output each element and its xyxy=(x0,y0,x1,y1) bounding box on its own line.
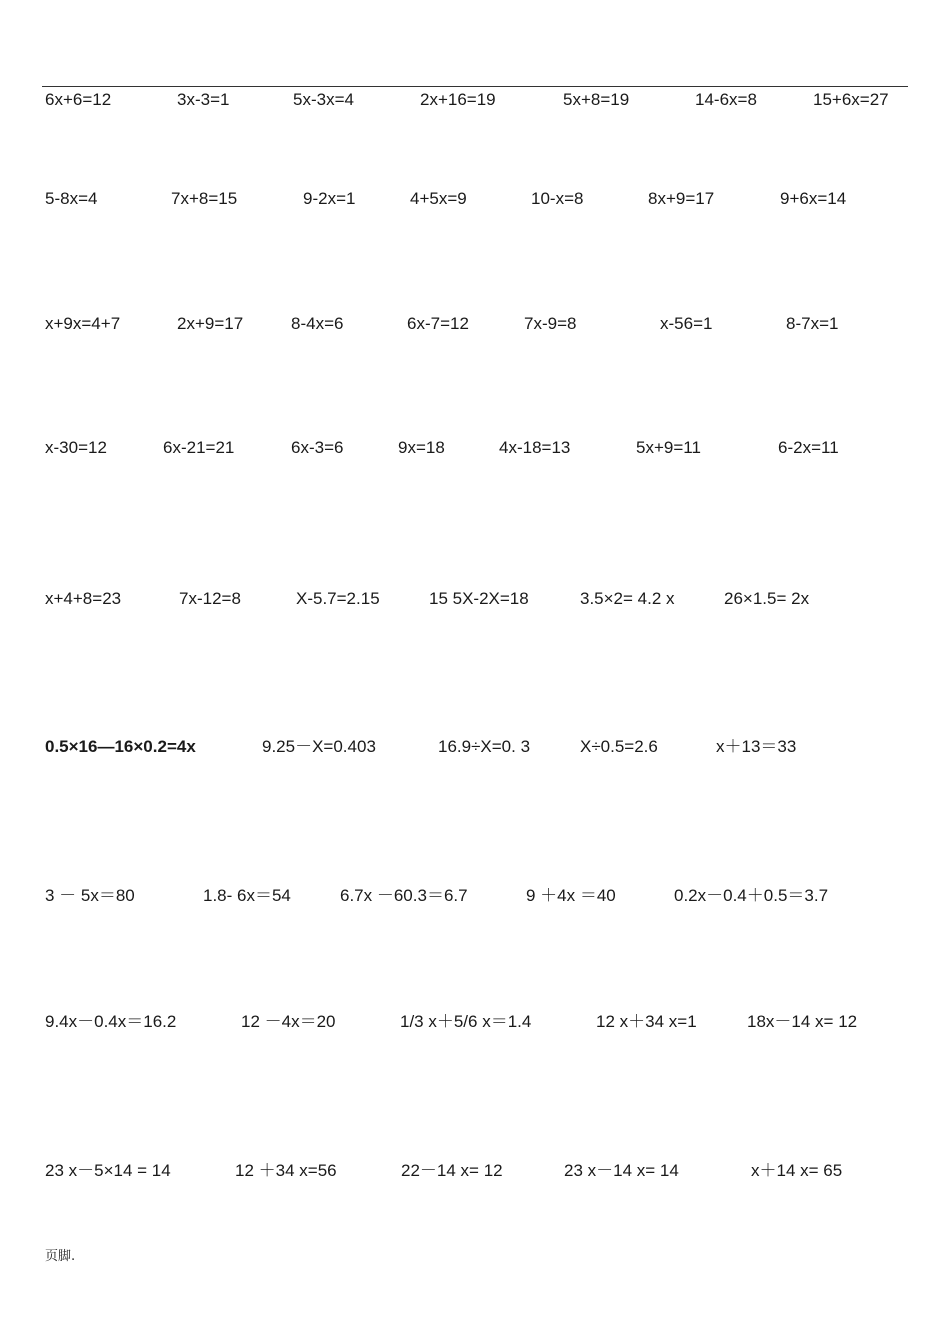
equation: 6.7x －60.3＝6.7 xyxy=(340,886,468,905)
equation: 4x-18=13 xyxy=(499,438,571,457)
equation: 4+5x=9 xyxy=(410,189,467,208)
equation: 16.9÷X=0. 3 xyxy=(438,737,531,756)
equation: 8-7x=1 xyxy=(786,314,839,333)
equation-row-8 xyxy=(0,1011,950,1035)
equation: 6x-7=12 xyxy=(407,314,469,333)
equation: 8-4x=6 xyxy=(291,314,344,333)
equation: X÷0.5=2.6 xyxy=(580,737,658,756)
equation: 18x－14 x= 12 xyxy=(747,1012,858,1031)
equation: 14-6x=8 xyxy=(695,90,757,109)
equation-row-3 xyxy=(0,313,950,337)
equation: 2x+16=19 xyxy=(420,90,496,109)
equation-row-6 xyxy=(0,736,950,760)
equation-row-4 xyxy=(0,437,950,461)
equation-row-2 xyxy=(0,188,950,212)
equation: 23 x－14 x= 14 xyxy=(564,1161,679,1180)
equation: x+9x=4+7 xyxy=(45,314,121,333)
equation: 9 ＋4x ＝40 xyxy=(526,886,616,905)
equation: 9+6x=14 xyxy=(780,189,847,208)
equation: 9x=18 xyxy=(398,438,445,457)
header-rule xyxy=(42,86,908,87)
equation: x＋14 x= 65 xyxy=(751,1161,843,1180)
equation: 3 － 5x＝80 xyxy=(45,886,135,905)
equation: 9.25－X=0.403 xyxy=(262,737,376,756)
equation: 7x+8=15 xyxy=(171,189,238,208)
equation: 6x-3=6 xyxy=(291,438,344,457)
equation: 0.2x－0.4＋0.5＝3.7 xyxy=(674,886,829,905)
equation: 15+6x=27 xyxy=(813,90,889,109)
equation: X-5.7=2.15 xyxy=(296,589,380,608)
equation: x-30=12 xyxy=(45,438,107,457)
equation: 7x-9=8 xyxy=(524,314,577,333)
page-footer: 页脚. xyxy=(45,1249,76,1264)
equation: 26×1.5= 2x xyxy=(724,589,810,608)
equation: 12 ＋34 x=56 xyxy=(235,1161,337,1180)
equation: 2x+9=17 xyxy=(177,314,244,333)
equation: 5x-3x=4 xyxy=(293,90,354,109)
equation: 1/3 x＋5/6 x＝1.4 xyxy=(400,1012,532,1031)
equation: 12 －4x＝20 xyxy=(241,1012,336,1031)
equation-row-9 xyxy=(0,1160,950,1184)
equation: 6-2x=11 xyxy=(778,438,839,457)
equation-row-7 xyxy=(0,885,950,909)
equation: x+4+8=23 xyxy=(45,589,122,608)
equation: 8x+9=17 xyxy=(648,189,715,208)
equation: 12 x＋34 x=1 xyxy=(596,1012,697,1031)
equation: 9.4x－0.4x＝16.2 xyxy=(45,1012,177,1031)
equation: 23 x－5×14 = 14 xyxy=(45,1161,171,1180)
equation: 9-2x=1 xyxy=(303,189,356,208)
equation: 5-8x=4 xyxy=(45,189,98,208)
equation: 6x-21=21 xyxy=(163,438,235,457)
equation: x-56=1 xyxy=(660,314,713,333)
equation-row-5 xyxy=(0,588,950,612)
equation: 3x-3=1 xyxy=(177,90,230,109)
equation: 6x+6=12 xyxy=(45,90,112,109)
equation: 22－14 x= 12 xyxy=(401,1161,503,1180)
equation: 3.5×2= 4.2 x xyxy=(580,589,675,608)
equation: 10-x=8 xyxy=(531,189,584,208)
equation-row-1 xyxy=(0,89,950,113)
equation: 1.8- 6x＝54 xyxy=(203,886,291,905)
equation: 5x+8=19 xyxy=(563,90,630,109)
equation: 7x-12=8 xyxy=(179,589,241,608)
equation: x＋13＝33 xyxy=(716,737,797,756)
equation: 5x+9=11 xyxy=(636,438,701,457)
equation: 0.5×16—16×0.2=4x xyxy=(45,737,196,756)
equation: 15 5X-2X=18 xyxy=(429,589,529,608)
